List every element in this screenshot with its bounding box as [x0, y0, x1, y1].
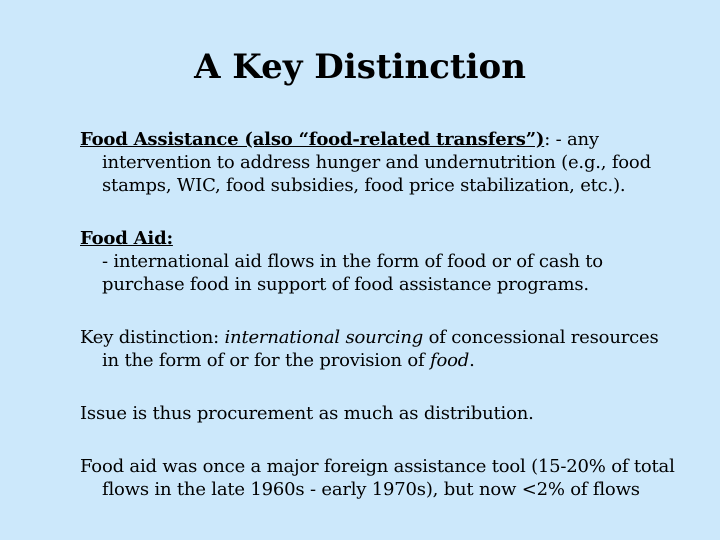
history-paragraph: Food aid was once a major foreign assistance tool (15-20% of total flows in the late 1960s - early 1970s), but now <2% of flows [80, 456, 675, 500]
slide-body [80, 128, 680, 501]
food-assistance-paragraph [80, 128, 680, 197]
slide-title: A Key Distinction [194, 47, 526, 87]
key-distinction-emphasis-sourcing: international sourcing [224, 327, 424, 348]
food-aid-definition: - international aid flows in the form of food or of cash to purchase food in support of food assistance programs. [102, 251, 603, 295]
food-aid-term: Food Aid: [80, 228, 173, 249]
food-aid-paragraph [80, 227, 680, 296]
key-distinction-lead: Key distinction: [80, 327, 225, 348]
issue-paragraph: Issue is thus procurement as much as distribution. [80, 403, 534, 424]
key-distinction-end: . [469, 350, 475, 371]
key-distinction-emphasis-food: food [430, 350, 470, 371]
food-assistance-definition: : - any intervention to address hunger and undernutrition (e.g., food stamps, WIC, food subsidies, food price stabilization, etc.). [102, 129, 651, 196]
key-distinction-paragraph [80, 326, 680, 372]
key-distinction-middle: of concessional resources in the form of or for the provision of [102, 327, 659, 371]
food-assistance-term: Food Assistance (also “food-related transfers”) [80, 129, 545, 150]
